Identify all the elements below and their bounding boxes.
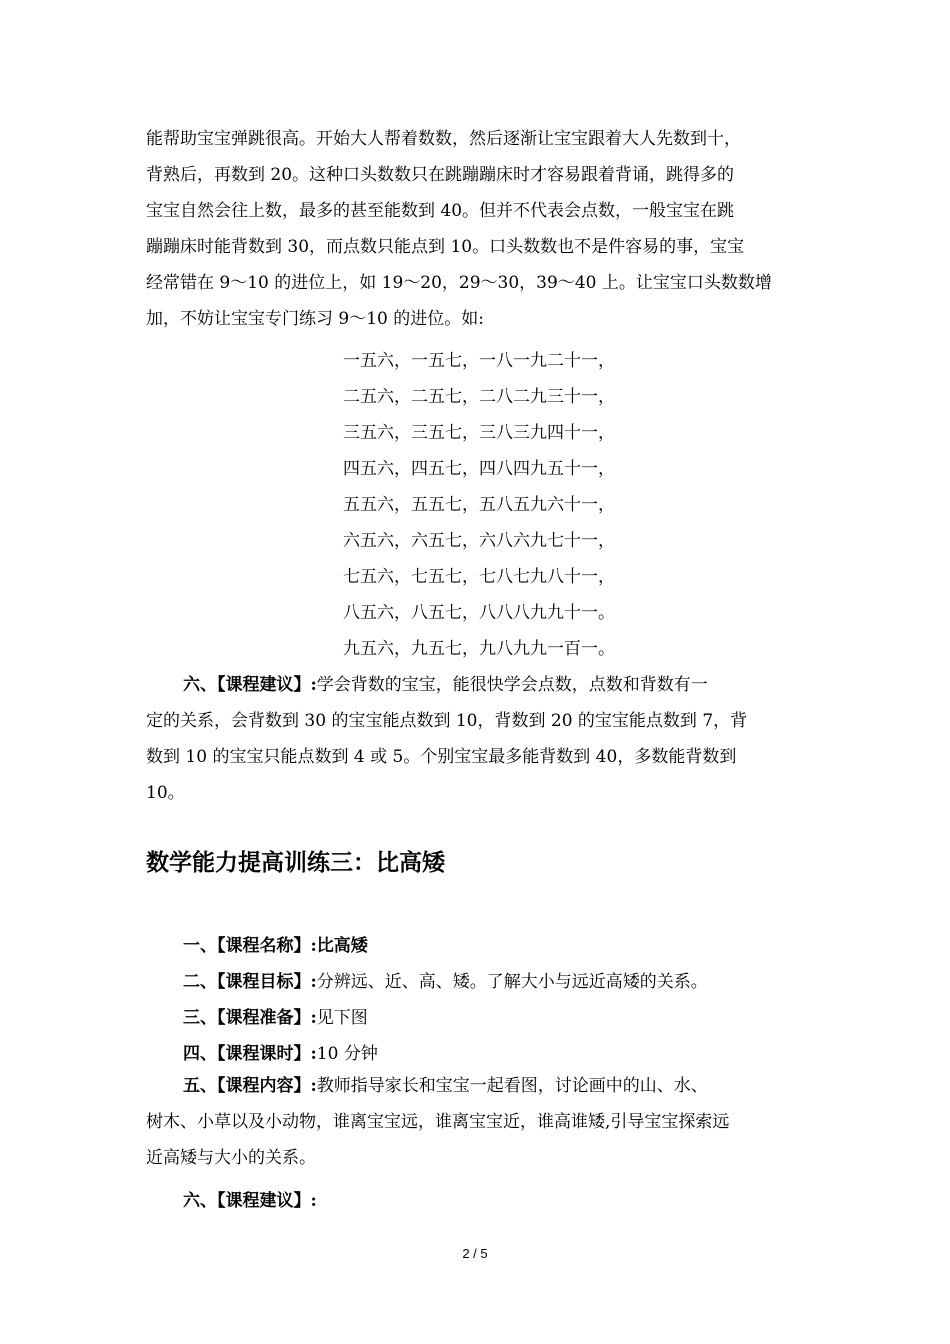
course-item-preparation [183, 1003, 368, 1028]
counting-chant [343, 343, 663, 667]
text-line: 定的关系，会背数到 30 的宝宝能点数到 10，背数到 20 的宝宝能点数到 7，背 [146, 711, 748, 731]
text-line: 近高矮与大小的关系。 [146, 1148, 316, 1168]
advice-paragraph [146, 667, 806, 811]
course-item-value: 比高矮 [316, 936, 368, 956]
text-line: 10。 [146, 783, 185, 803]
chant-line: 二五六，二五七，二八二九三十一， [343, 387, 615, 407]
course-item-duration [183, 1039, 378, 1064]
text-line [146, 1068, 806, 1104]
text-line [146, 667, 806, 703]
course-item-name [183, 931, 368, 956]
course-item-label: 六、【课程建议】: [183, 1191, 317, 1211]
course-item-value: 分辨远、近、高、矮。了解大小与远近高矮的关系。 [316, 972, 708, 992]
page-number: 2 / 5 [462, 1246, 488, 1261]
course-item-value: 10 分钟 [316, 1044, 378, 1064]
content-label: 五、【课程内容】: [183, 1076, 317, 1096]
chant-line: 一五六，一五七，一八一九二十一， [343, 351, 615, 371]
text-line: 数到 10 的宝宝只能点数到 4 或 5。个别宝宝最多能背数到 40，多数能背数到 [146, 747, 737, 767]
advice-text: 学会背数的宝宝，能很快学会点数，点数和背数有一 [316, 675, 708, 695]
course-item-value: 见下图 [316, 1008, 368, 1028]
chant-line: 五五六，五五七，五八五九六十一， [343, 495, 615, 515]
text-line: 树木、小草以及小动物，谁离宝宝远，谁离宝宝近，谁高谁矮,引导宝宝探索远 [146, 1112, 730, 1132]
text-line: 背熟后，再数到 20。这种口头数数只在跳蹦蹦床时才容易跟着背诵，跳得多的 [146, 165, 735, 185]
course-item-label: 二、【课程目标】: [183, 972, 317, 992]
course-item-goal [183, 967, 708, 992]
text-line: 加，不妨让宝宝专门练习 9～10 的进位。如: [146, 309, 484, 329]
advice-label: 六、【课程建议】: [183, 675, 317, 695]
chant-line: 四五六，四五七，四八四九五十一， [343, 459, 615, 479]
content-paragraph [146, 1068, 806, 1176]
section-title: 数学能力提高训练三：比高矮 [146, 850, 445, 876]
chant-line: 三五六，三五七，三八三九四十一， [343, 423, 615, 443]
text-line: 宝宝自然会往上数，最多的甚至能数到 40。但并不代表会点数，一般宝宝在跳 [146, 201, 735, 221]
chant-line: 九五六，九五七，九八九九一百一。 [343, 639, 615, 659]
chant-line: 八五六，八五七，八八八九九十一。 [343, 603, 615, 623]
course-item-label: 四、【课程课时】: [183, 1044, 317, 1064]
course-item-label: 一、【课程名称】: [183, 936, 317, 956]
text-line: 能帮助宝宝弹跳很高。开始大人帮着数数，然后逐渐让宝宝跟着大人先数到十， [146, 129, 741, 149]
course-item-advice [183, 1186, 317, 1211]
text-line: 经常错在 9～10 的进位上，如 19～20，29～30，39～40 上。让宝宝口头数数增 [146, 273, 772, 293]
content-text: 教师指导家长和宝宝一起看图，讨论画中的山、水、 [316, 1076, 708, 1096]
chant-line: 六五六，六五七，六八六九七十一， [343, 531, 615, 551]
text-line: 蹦蹦床时能背数到 30，而点数只能点到 10。口头数数也不是件容易的事，宝宝 [146, 237, 745, 257]
intro-paragraph [146, 121, 806, 337]
course-item-label: 三、【课程准备】: [183, 1008, 317, 1028]
chant-line: 七五六，七五七，七八七九八十一， [343, 567, 615, 587]
